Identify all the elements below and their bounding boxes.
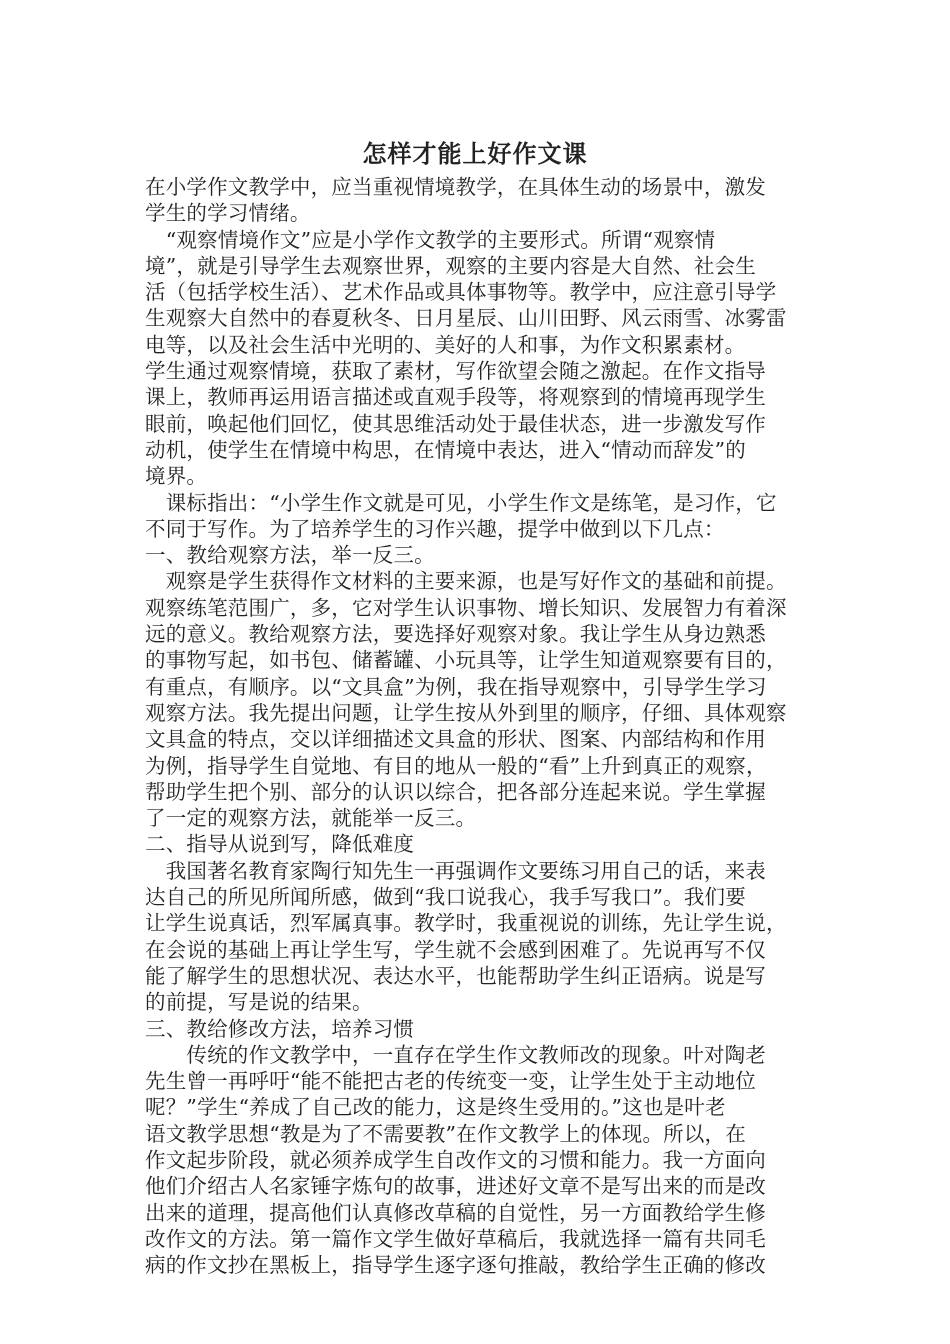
text-line: 能了解学生的思想状况、表达水平，也能帮助学生纠正语病。说是写 bbox=[145, 963, 766, 988]
text-line: 让学生说真话，烈军属真事。教学时，我重视说的训练，先让学生说， bbox=[145, 911, 787, 936]
document-title: 怎样才能上好作文课 bbox=[362, 139, 588, 168]
text-line: 一、教给观察方法，举一反三。 bbox=[145, 543, 435, 568]
text-line: 了一定的观察方法，就能举一反三。 bbox=[145, 806, 477, 831]
text-line: 境”，就是引导学生去观察世界，观察的主要内容是大自然、社会生 bbox=[145, 253, 756, 278]
text-line: 三、教给修改方法，培养习惯 bbox=[145, 1016, 415, 1041]
document-body bbox=[145, 174, 823, 1278]
text-line: 学生通过观察情境，获取了素材，写作欲望会随之激起。在作文指导 bbox=[145, 359, 766, 384]
text-line: 眼前，唤起他们回忆，使其思维活动处于最佳状态，进一步激发写作 bbox=[145, 411, 766, 436]
text-line: 帮助学生把个别、部分的认识以综合，把各部分连起来说。学生掌握 bbox=[145, 779, 766, 804]
text-line: 远的意义。教给观察方法，要选择好观察对象。我让学生从身边熟悉 bbox=[145, 622, 766, 647]
text-line: 的事物写起，如书包、储蓄罐、小玩具等，让学生知道观察要有目的， bbox=[145, 648, 787, 673]
text-line: 改作文的方法。第一篇作文学生做好草稿后，我就选择一篇有共同毛 bbox=[145, 1226, 766, 1251]
text-line: 为例，指导学生自觉地、有目的地从一般的“看”上升到真正的观察， bbox=[145, 753, 767, 778]
text-line: 不同于写作。为了培养学生的习作兴趣，提学中做到以下几点： bbox=[145, 516, 725, 541]
text-line: 课上，教师再运用语言描述或直观手段等，将观察到的情境再现学生 bbox=[145, 385, 766, 410]
text-line: 学生的学习情绪。 bbox=[145, 201, 311, 226]
text-line: 传统的作文教学中，一直存在学生作文教师改的现象。叶对陶老 bbox=[145, 1042, 766, 1067]
text-line: 呢？”学生“养成了自己改的能力，这是终生受用的。”这也是叶老 bbox=[145, 1095, 726, 1120]
text-line: 他们介绍古人名家锤字炼句的故事，进述好文章不是写出来的而是改 bbox=[145, 1174, 766, 1199]
text-line: 病的作文抄在黑板上，指导学生逐字逐句推敲，教给学生正确的修改 bbox=[145, 1253, 766, 1278]
text-line: 电等，以及社会生活中光明的、美好的人和事，为作文积累素材。 bbox=[145, 332, 746, 357]
text-line: 境界。 bbox=[145, 464, 208, 489]
text-line: 语文教学思想“教是为了不需要教”在作文教学上的体现。所以，在 bbox=[145, 1121, 746, 1146]
text-line: 二、指导从说到写，降低难度 bbox=[145, 832, 415, 857]
text-line: 先生曾一再呼吁“能不能把古老的传统变一变，让学生处于主动地位 bbox=[145, 1069, 756, 1094]
text-line: 活（包括学校生活）、艺术作品或具体事物等。教学中，应注意引导学 bbox=[145, 280, 777, 305]
text-line: 观察练笔范围广，多，它对学生认识事物、增长知识、发展智力有着深 bbox=[145, 595, 787, 620]
text-line: 在会说的基础上再让学生写，学生就不会感到困难了。先说再写不仅 bbox=[145, 937, 766, 962]
text-line: 动机，使学生在情境中构思，在情境中表达，进入“情动而辞发”的 bbox=[145, 437, 746, 462]
text-line: 出来的道理，提高他们认真修改草稿的自觉性，另一方面教给学生修 bbox=[145, 1200, 766, 1225]
text-line: 我国著名教育家陶行知先生一再强调作文要练习用自己的话，来表 bbox=[145, 858, 766, 883]
text-line: 作文起步阶段，就必须养成学生自改作文的习惯和能力。我一方面向 bbox=[145, 1147, 766, 1172]
text-line: 达自己的所见所闻所感，做到“我口说我心，我手写我口”。我们要 bbox=[145, 885, 746, 910]
text-line: 生观察大自然中的春夏秋冬、日月星辰、山川田野、风云雨雪、冰雾雷 bbox=[145, 306, 787, 331]
text-line: 文具盒的特点，交以详细描述文具盒的形状、图案、内部结构和作用 bbox=[145, 727, 766, 752]
text-line: 的前提，写是说的结果。 bbox=[145, 990, 373, 1015]
text-line: 观察方法。我先提出问题，让学生按从外到里的顺序，仔细、具体观察 bbox=[145, 700, 787, 725]
text-line: 观察是学生获得作文材料的主要来源，也是写好作文的基础和前提。 bbox=[145, 569, 787, 594]
text-line: “观察情境作文”应是小学作文教学的主要形式。所谓“观察情 bbox=[145, 227, 716, 252]
text-line: 在小学作文教学中，应当重视情境教学，在具体生动的场景中，激发 bbox=[145, 175, 766, 199]
text-line: 课标指出：“小学生作文就是可见，小学生作文是练笔，是习作，它 bbox=[145, 490, 777, 515]
text-line: 有重点，有顺序。以“文具盒”为例，我在指导观察中，引导学生学习 bbox=[145, 674, 767, 699]
